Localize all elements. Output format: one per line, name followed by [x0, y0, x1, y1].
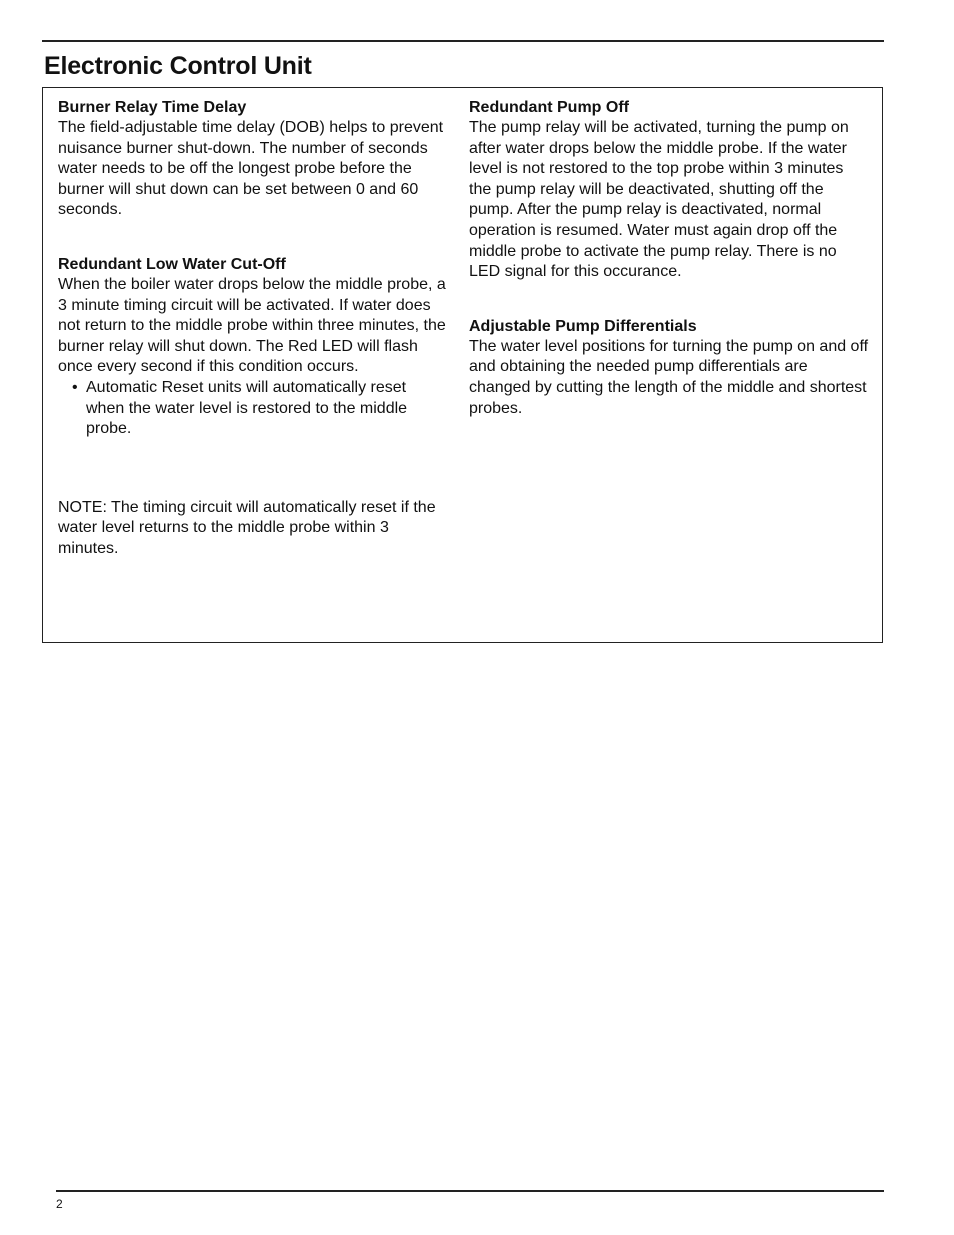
- section-redundant-pump-off: [469, 97, 869, 283]
- section-redundant-low-water-cut-off: [58, 254, 448, 440]
- top-divider: [42, 40, 884, 42]
- page-title: Electronic Control Unit: [44, 52, 312, 80]
- right-column: [469, 97, 869, 452]
- bottom-divider: [56, 1190, 884, 1192]
- section-heading: Redundant Low Water Cut-Off: [58, 255, 286, 273]
- section-body: The pump relay will be activated, turning the pump on after water drops below the middle probe. If the water level is not restored to the top probe within 3 minutes the pump relay will be deactivated, shutting off the pump. After the pump relay is deactivated, normal operation is resumed. Water must again drop off the middle probe to activate the pump relay. There is no LED signal for this occurance.: [469, 119, 849, 281]
- section-burner-relay-time-delay: [58, 97, 448, 221]
- section-body: The water level positions for turning the pump on and off and obtaining the needed pump differentials are changed by cutting the length of the middle and shortest probes.: [469, 337, 869, 417]
- section-body: When the boiler water drops below the middle probe, a 3 minute timing circuit will be activated. If water does not return to the middle probe within three minutes, the burner relay will shut down. The Red LED will flash once every second if this condition occurs.: [58, 275, 446, 376]
- content-box: [42, 87, 883, 643]
- bullet-item: • Automatic Reset units will automatically reset when the water level is restored to the middle probe.: [72, 378, 448, 440]
- section-body: The field-adjustable time delay (DOB) helps to prevent nuisance burner shut-down. The number of seconds water needs to be off the longest probe before the burner will shut down can be set between 0 and 60 seconds.: [58, 119, 444, 219]
- left-column: [58, 97, 448, 560]
- timing-circuit-note: NOTE: The timing circuit will automatically reset if the water level returns to the middle probe within 3 minutes.: [58, 498, 436, 557]
- page-number: 2: [56, 1197, 63, 1211]
- section-adjustable-pump-differentials: [469, 316, 869, 419]
- section-heading: Adjustable Pump Differentials: [469, 317, 697, 335]
- bullet-list: [58, 378, 448, 440]
- section-heading: Redundant Pump Off: [469, 99, 629, 116]
- section-heading: Burner Relay Time Delay: [58, 99, 247, 116]
